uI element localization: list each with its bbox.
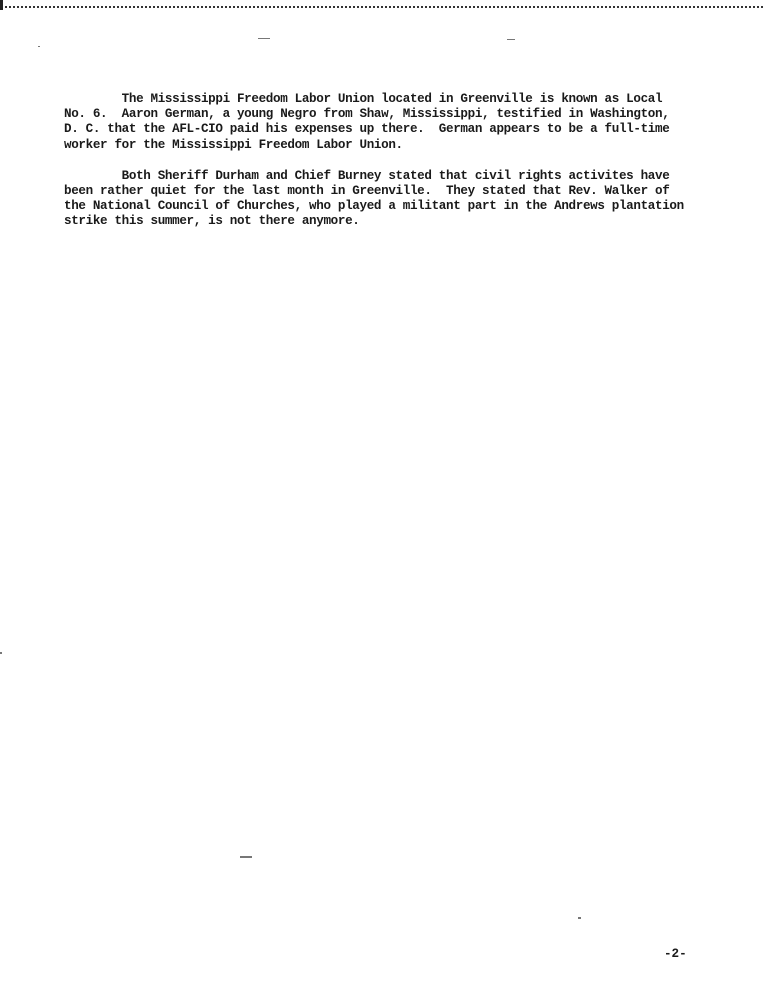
- scan-speck: [507, 39, 515, 40]
- scan-speck: [258, 38, 270, 39]
- text-line: been rather quiet for the last month in Greenville. They stated that Rev. Walker of: [64, 184, 670, 199]
- text-line: No. 6. Aaron German, a young Negro from Shaw, Mississippi, testified in Washington,: [64, 107, 670, 122]
- document-body: [64, 92, 724, 246]
- text-line: Both Sheriff Durham and Chief Burney stated that civil rights activites have: [64, 168, 670, 183]
- page-top-edge: [0, 0, 763, 8]
- text-line: strike this summer, is not there anymore.: [64, 214, 360, 229]
- page-number: -2-: [664, 947, 687, 961]
- text-line: the National Council of Churches, who played a militant part in the Andrews plantation: [64, 199, 684, 214]
- text-line: The Mississippi Freedom Labor Union located in Greenville is known as Local: [64, 92, 663, 106]
- text-line: worker for the Mississippi Freedom Labor Union.: [64, 137, 403, 152]
- scan-speck: [38, 46, 40, 47]
- scan-speck: [0, 652, 2, 654]
- page-corner-mark: [0, 0, 3, 10]
- paragraph-civil-rights: [64, 169, 724, 230]
- scan-speck: [578, 917, 581, 919]
- paragraph-labor-union: [64, 92, 724, 153]
- text-line: D. C. that the AFL-CIO paid his expenses up there. German appears to be a full-time: [64, 122, 670, 137]
- scan-speck: [240, 856, 252, 858]
